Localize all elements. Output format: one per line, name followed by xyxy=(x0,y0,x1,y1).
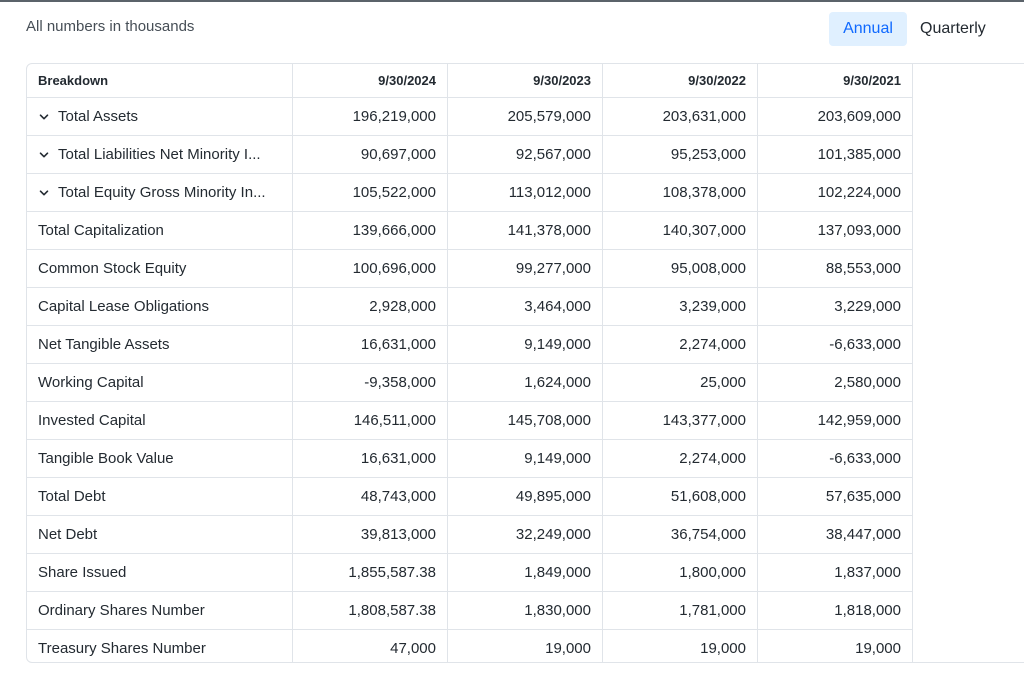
value-cell: 205,579,000 xyxy=(448,98,603,136)
row-label-cell xyxy=(27,326,293,364)
table-row xyxy=(27,630,913,663)
row-label: Common Stock Equity xyxy=(38,260,187,277)
value-cell: 141,378,000 xyxy=(448,212,603,250)
value-cell: 19,000 xyxy=(758,630,913,663)
value-cell: 1,808,587.38 xyxy=(293,592,448,630)
row-label: Total Equity Gross Minority In... xyxy=(58,184,266,201)
row-label-cell[interactable] xyxy=(27,174,293,212)
top-divider xyxy=(0,0,1024,2)
row-label-cell xyxy=(27,250,293,288)
table-row xyxy=(27,326,913,364)
row-label: Ordinary Shares Number xyxy=(38,602,205,619)
row-label-cell[interactable] xyxy=(27,136,293,174)
row-label: Treasury Shares Number xyxy=(38,640,206,657)
row-label-cell xyxy=(27,288,293,326)
row-label-cell xyxy=(27,554,293,592)
value-cell: 57,635,000 xyxy=(758,478,913,516)
value-cell: 49,895,000 xyxy=(448,478,603,516)
row-label: Capital Lease Obligations xyxy=(38,298,209,315)
row-label-cell xyxy=(27,630,293,663)
row-label-cell xyxy=(27,402,293,440)
table-row xyxy=(27,478,913,516)
chevron-down-icon[interactable] xyxy=(38,149,52,161)
value-cell: -6,633,000 xyxy=(758,326,913,364)
value-cell: 1,855,587.38 xyxy=(293,554,448,592)
value-cell: 92,567,000 xyxy=(448,136,603,174)
row-label-cell xyxy=(27,364,293,402)
value-cell: 139,666,000 xyxy=(293,212,448,250)
value-cell: 1,781,000 xyxy=(603,592,758,630)
balance-sheet-table xyxy=(26,63,1024,663)
value-cell: 51,608,000 xyxy=(603,478,758,516)
value-cell: 3,464,000 xyxy=(448,288,603,326)
value-cell: 88,553,000 xyxy=(758,250,913,288)
value-cell: 145,708,000 xyxy=(448,402,603,440)
row-label: Tangible Book Value xyxy=(38,450,174,467)
value-cell: 1,849,000 xyxy=(448,554,603,592)
table-header-row xyxy=(27,64,913,98)
row-label-cell xyxy=(27,516,293,554)
value-cell: 36,754,000 xyxy=(603,516,758,554)
value-cell: 32,249,000 xyxy=(448,516,603,554)
table-row xyxy=(27,516,913,554)
value-cell: 142,959,000 xyxy=(758,402,913,440)
value-cell: 19,000 xyxy=(603,630,758,663)
value-cell: 99,277,000 xyxy=(448,250,603,288)
table-row xyxy=(27,592,913,630)
row-label-cell xyxy=(27,592,293,630)
row-label: Total Liabilities Net Minority I... xyxy=(58,146,261,163)
value-cell: 48,743,000 xyxy=(293,478,448,516)
value-cell: 47,000 xyxy=(293,630,448,663)
value-cell: 1,624,000 xyxy=(448,364,603,402)
value-cell: 19,000 xyxy=(448,630,603,663)
value-cell: 100,696,000 xyxy=(293,250,448,288)
value-cell: 3,239,000 xyxy=(603,288,758,326)
date-column-header: 9/30/2023 xyxy=(448,64,603,98)
date-column-header: 9/30/2021 xyxy=(758,64,913,98)
value-cell: 101,385,000 xyxy=(758,136,913,174)
value-cell: 102,224,000 xyxy=(758,174,913,212)
table-row xyxy=(27,288,913,326)
row-label: Working Capital xyxy=(38,374,144,391)
table-row[interactable] xyxy=(27,136,913,174)
value-cell: 1,818,000 xyxy=(758,592,913,630)
value-cell: 25,000 xyxy=(603,364,758,402)
table-row xyxy=(27,402,913,440)
value-cell: 2,274,000 xyxy=(603,326,758,364)
value-cell: 38,447,000 xyxy=(758,516,913,554)
value-cell: 2,928,000 xyxy=(293,288,448,326)
value-cell: 16,631,000 xyxy=(293,326,448,364)
value-cell: 16,631,000 xyxy=(293,440,448,478)
row-label: Net Debt xyxy=(38,526,98,543)
value-cell: -9,358,000 xyxy=(293,364,448,402)
table-row[interactable] xyxy=(27,174,913,212)
value-cell: 95,008,000 xyxy=(603,250,758,288)
value-cell: 137,093,000 xyxy=(758,212,913,250)
value-cell: 143,377,000 xyxy=(603,402,758,440)
value-cell: 146,511,000 xyxy=(293,402,448,440)
row-label: Invested Capital xyxy=(38,412,146,429)
row-label: Share Issued xyxy=(38,564,127,581)
value-cell: 3,229,000 xyxy=(758,288,913,326)
value-cell: 1,830,000 xyxy=(448,592,603,630)
value-cell: 39,813,000 xyxy=(293,516,448,554)
table-row[interactable] xyxy=(27,98,913,136)
value-cell: 1,800,000 xyxy=(603,554,758,592)
row-label: Total Debt xyxy=(38,488,106,505)
row-label-cell[interactable] xyxy=(27,98,293,136)
value-cell: 9,149,000 xyxy=(448,326,603,364)
date-column-header: 9/30/2024 xyxy=(293,64,448,98)
value-cell: 2,274,000 xyxy=(603,440,758,478)
chevron-down-icon[interactable] xyxy=(38,111,52,123)
row-label-cell xyxy=(27,478,293,516)
row-label: Net Tangible Assets xyxy=(38,336,170,353)
breakdown-header: Breakdown xyxy=(27,64,293,98)
value-cell: 105,522,000 xyxy=(293,174,448,212)
table-row xyxy=(27,554,913,592)
value-cell: 90,697,000 xyxy=(293,136,448,174)
value-cell: 196,219,000 xyxy=(293,98,448,136)
quarterly-toggle-button[interactable]: Quarterly xyxy=(920,20,986,37)
row-label-cell xyxy=(27,212,293,250)
value-cell: 140,307,000 xyxy=(603,212,758,250)
table-row xyxy=(27,212,913,250)
value-cell: 9,149,000 xyxy=(448,440,603,478)
row-label-cell xyxy=(27,440,293,478)
value-cell: -6,633,000 xyxy=(758,440,913,478)
date-column-header: 9/30/2022 xyxy=(603,64,758,98)
chevron-down-icon[interactable] xyxy=(38,187,52,199)
row-label: Total Capitalization xyxy=(38,222,164,239)
row-label: Total Assets xyxy=(58,108,139,125)
value-cell: 2,580,000 xyxy=(758,364,913,402)
annual-toggle-button[interactable]: Annual xyxy=(829,12,907,46)
value-cell: 1,837,000 xyxy=(758,554,913,592)
value-cell: 95,253,000 xyxy=(603,136,758,174)
value-cell: 203,631,000 xyxy=(603,98,758,136)
units-note: All numbers in thousands xyxy=(26,18,195,35)
table-row xyxy=(27,364,913,402)
value-cell: 108,378,000 xyxy=(603,174,758,212)
value-cell: 203,609,000 xyxy=(758,98,913,136)
table-row xyxy=(27,440,913,478)
value-cell: 113,012,000 xyxy=(448,174,603,212)
table-row xyxy=(27,250,913,288)
